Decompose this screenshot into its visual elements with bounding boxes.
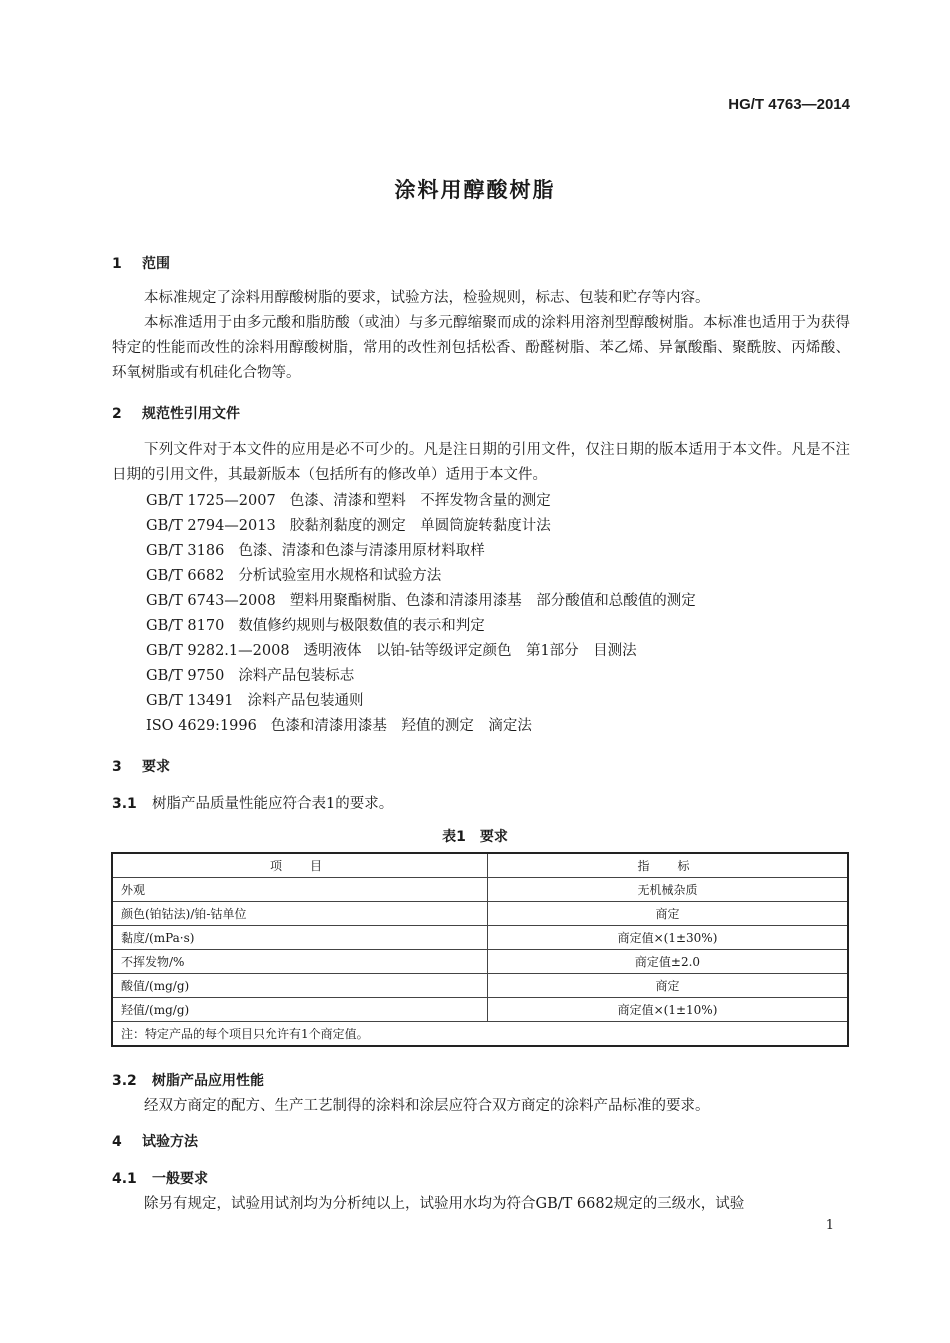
table-row — [112, 998, 848, 1022]
reference-title: 色漆和清漆用漆基 羟值的测定 滴定法 — [270, 718, 532, 734]
reference-item — [146, 689, 364, 710]
requirements-table — [111, 852, 849, 1047]
paragraph: 经双方商定的配方、生产工艺制得的涂料和涂层应符合双方商定的涂料产品标准的要求。 — [144, 1098, 710, 1114]
subsection-title: 一般要求 — [152, 1171, 208, 1187]
reference-title: 塑料用聚酯树脂、色漆和清漆用漆基 部分酸值和总酸值的测定 — [289, 593, 696, 609]
section-2-heading — [112, 403, 240, 423]
reference-title: 数值修约规则与极限数值的表示和判定 — [238, 618, 485, 634]
cell-item: 羟值/(mg/g) — [112, 998, 488, 1022]
table-row — [112, 974, 848, 998]
cell-item: 酸值/(mg/g) — [112, 974, 488, 998]
reference-item — [146, 514, 551, 535]
reference-code: GB/T 9282.1—2008 — [146, 643, 290, 659]
reference-item — [146, 564, 441, 585]
paragraph: 除另有规定，试验用试剂均为分析纯以上，试验用水均为符合GB/T 6682规定的三级水，试验 — [144, 1196, 745, 1212]
table-title: 表1 要求 — [442, 829, 508, 845]
table-row — [112, 902, 848, 926]
reference-item — [146, 489, 551, 510]
section-1-body — [112, 286, 850, 386]
reference-code: GB/T 3186 — [146, 543, 225, 559]
section-number: 4 — [112, 1134, 122, 1150]
subsection-number: 4.1 — [112, 1171, 137, 1187]
reference-item — [146, 639, 637, 660]
reference-item — [146, 664, 354, 685]
table-header-row — [112, 853, 848, 878]
header-item: 项 目 — [112, 853, 488, 878]
reference-title: 分析试验室用水规格和试验方法 — [238, 568, 442, 584]
table-row — [112, 878, 848, 902]
document-title: 涂料用醇酸树脂 — [394, 178, 556, 202]
section-number: 1 — [112, 256, 122, 272]
subsection-text: 树脂产品质量性能应符合表1的要求。 — [152, 796, 394, 812]
cell-value: 无机械杂质 — [488, 878, 849, 902]
subsection-number: 3.2 — [112, 1073, 137, 1089]
reference-code: GB/T 2794—2013 — [146, 518, 276, 534]
reference-code: ISO 4629:1996 — [146, 718, 257, 734]
section-number: 2 — [112, 406, 122, 422]
cell-value: 商定 — [488, 902, 849, 926]
reference-code: GB/T 13491 — [146, 693, 234, 709]
reference-title: 色漆、清漆和塑料 不挥发物含量的测定 — [289, 493, 551, 509]
reference-code: GB/T 6743—2008 — [146, 593, 276, 609]
table-row — [112, 926, 848, 950]
reference-item — [146, 714, 532, 735]
cell-value: 商定值×(1±30%) — [488, 926, 849, 950]
section-title: 范围 — [142, 256, 170, 272]
paragraph: 本标准规定了涂料用醇酸树脂的要求，试验方法，检验规则，标志、包装和贮存等内容。 — [144, 290, 710, 306]
table-note-row — [112, 1022, 848, 1047]
subsection-4-1-body — [112, 1192, 850, 1217]
subsection-number: 3.1 — [112, 796, 137, 812]
reference-title: 胶黏剂黏度的测定 单圆筒旋转黏度计法 — [289, 518, 551, 534]
paragraph: 本标准适用于由多元酸和脂肪酸（或油）与多元醇缩聚而成的涂料用溶剂型醇酸树脂。本标准也适用于为获得特定的性能而改性的涂料用醇酸树脂，常用的改性剂包括松香、酚醛树脂、苯乙烯、异氰酸酯、聚酰胺、丙烯酸、环氧树脂或有机硅化合物等。 — [112, 315, 850, 381]
cell-item: 黏度/(mPa·s) — [112, 926, 488, 950]
paragraph: 下列文件对于本文件的应用是必不可少的。凡是注日期的引用文件，仅注日期的版本适用于本文件。凡是不注日期的引用文件，其最新版本（包括所有的修改单）适用于本文件。 — [112, 442, 850, 483]
cell-value: 商定值×(1±10%) — [488, 998, 849, 1022]
header-value: 指 标 — [488, 853, 849, 878]
section-number: 3 — [112, 759, 122, 775]
reference-title: 透明液体 以铂-钴等级评定颜色 第1部分 目测法 — [303, 643, 637, 659]
subsection-4-1-heading — [112, 1168, 208, 1188]
reference-code: GB/T 9750 — [146, 668, 225, 684]
section-3-heading — [112, 756, 170, 776]
section-title: 要求 — [142, 759, 170, 775]
section-title: 试验方法 — [142, 1134, 198, 1150]
table-note: 注：特定产品的每个项目只允许有1个商定值。 — [112, 1022, 848, 1047]
standard-code: HG/T 4763—2014 — [728, 96, 850, 113]
reference-code: GB/T 6682 — [146, 568, 225, 584]
page-number: 1 — [825, 1218, 834, 1233]
cell-item: 不挥发物/% — [112, 950, 488, 974]
reference-item — [146, 614, 485, 635]
subsection-3-2-heading — [112, 1070, 264, 1090]
subsection-3-1 — [112, 792, 393, 813]
reference-item — [146, 539, 485, 560]
section-2-intro — [112, 438, 850, 488]
reference-title: 涂料产品包装标志 — [238, 668, 355, 684]
reference-code: GB/T 1725—2007 — [146, 493, 276, 509]
cell-value: 商定 — [488, 974, 849, 998]
reference-code: GB/T 8170 — [146, 618, 225, 634]
section-1-heading — [112, 253, 170, 273]
subsection-3-2-body — [112, 1094, 850, 1119]
reference-item — [146, 589, 696, 610]
cell-value: 商定值±2.0 — [488, 950, 849, 974]
table-row — [112, 950, 848, 974]
section-4-heading — [112, 1131, 198, 1151]
section-title: 规范性引用文件 — [142, 406, 240, 422]
reference-title: 涂料产品包装通则 — [247, 693, 364, 709]
cell-item: 外观 — [112, 878, 488, 902]
subsection-title: 树脂产品应用性能 — [152, 1073, 264, 1089]
reference-title: 色漆、清漆和色漆与清漆用原材料取样 — [238, 543, 485, 559]
cell-item: 颜色(铂钴法)/铂-钴单位 — [112, 902, 488, 926]
